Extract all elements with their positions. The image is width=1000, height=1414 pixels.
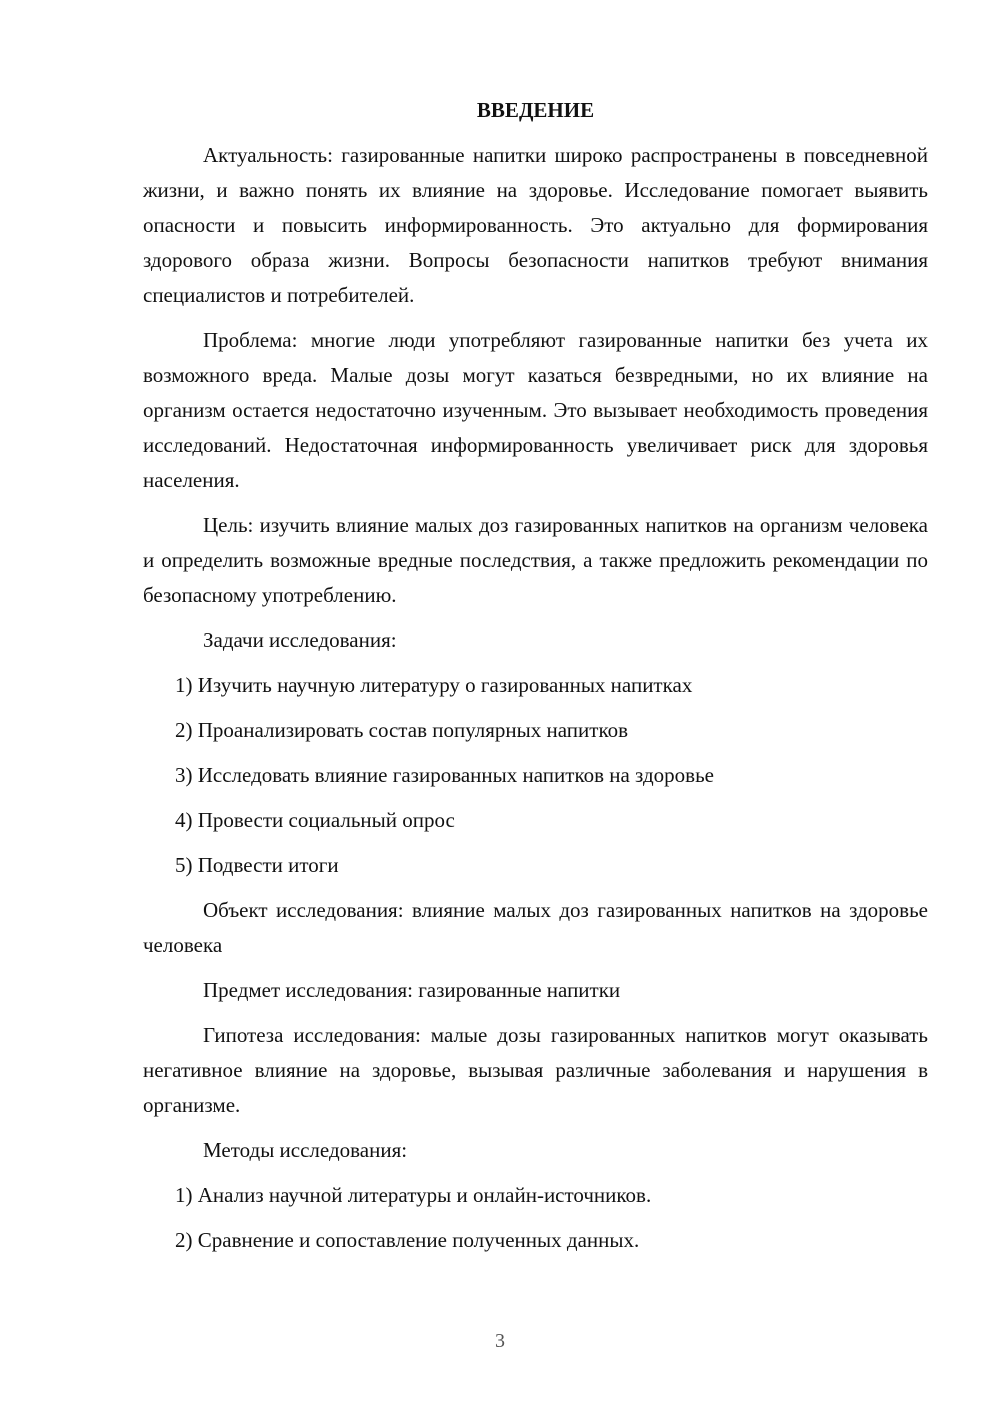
section-title: ВВЕДЕНИЕ	[476, 98, 595, 122]
problem-paragraph: Проблема: многие люди употребляют газированные напитки без учета их возможного вреда. Малые дозы могут казаться безвредными, но их влияние на организм остается недостаточно изученным. Это вызывает необходимость проведения исследований. Недостаточная информированность увеличивает риск для здоровья населения.	[143, 328, 928, 492]
methods-list	[143, 1178, 928, 1258]
subject-line: Предмет исследования: газированные напитки	[203, 978, 621, 1002]
object-paragraph: Объект исследования: влияние малых доз газированных напитков на здоровье человека	[143, 898, 928, 957]
list-item: 2) Проанализировать состав популярных напитков	[175, 718, 629, 742]
list-item: 4) Провести социальный опрос	[175, 808, 455, 832]
methods-heading: Методы исследования:	[203, 1138, 408, 1162]
list-item: 5) Подвести итоги	[175, 853, 339, 877]
list-item: 3) Исследовать влияние газированных напитков на здоровье	[175, 763, 714, 787]
list-item: 1) Анализ научной литературы и онлайн-источников.	[175, 1183, 652, 1207]
list-item: 2) Сравнение и сопоставление полученных данных.	[175, 1228, 640, 1252]
tasks-list	[143, 668, 928, 883]
page-content	[143, 94, 928, 1268]
tasks-heading: Задачи исследования:	[203, 628, 397, 652]
list-item: 1) Изучить научную литературу о газированных напитках	[175, 673, 693, 697]
page-number: 3	[495, 1330, 505, 1352]
hypothesis-paragraph: Гипотеза исследования: малые дозы газированных напитков могут оказывать негативное влияние на здоровье, вызывая различные заболевания и нарушения в организме.	[143, 1023, 928, 1117]
relevance-paragraph: Актуальность: газированные напитки широко распространены в повседневной жизни, и важно понять их влияние на здоровье. Исследование помогает выявить опасности и повысить информированность. Это актуально для формирования здорового образа жизни. Вопросы безопасности напитков требуют внимания специалистов и потребителей.	[143, 143, 928, 307]
goal-paragraph: Цель: изучить влияние малых доз газированных напитков на организм человека и определить возможные вредные последствия, а также предложить рекомендации по безопасному употреблению.	[143, 513, 928, 607]
